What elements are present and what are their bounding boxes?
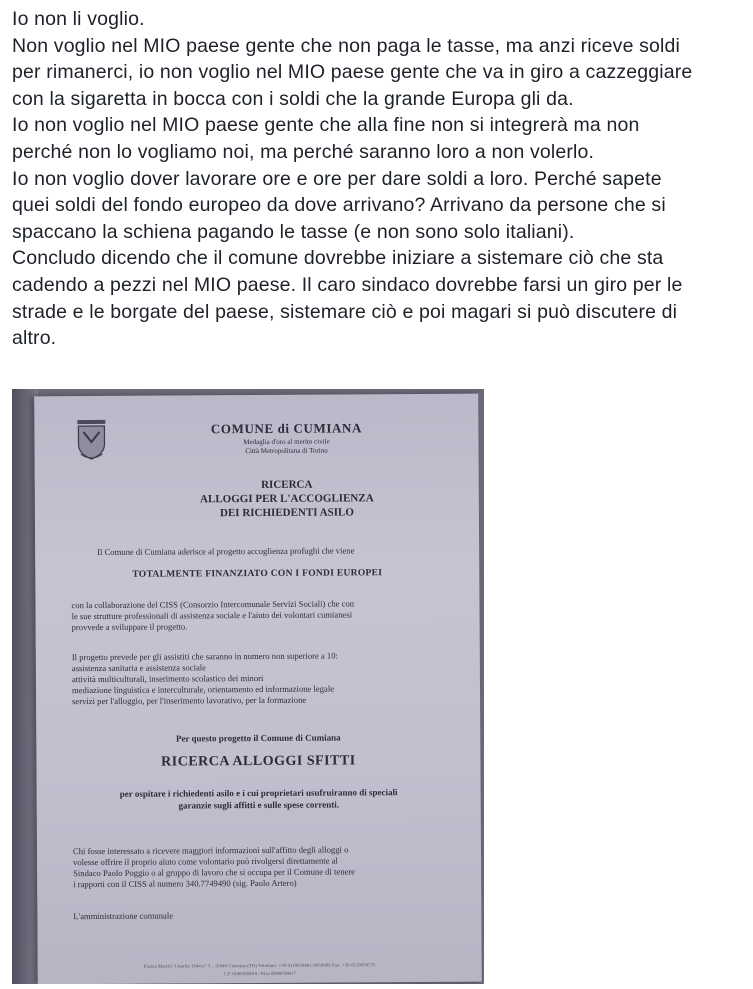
post-line: altro. <box>12 327 57 350</box>
post-line: cadendo a pezzi nel MIO paese. Il caro sindaco dovrebbe farsi un giro per le <box>12 273 683 296</box>
post-line: Concludo dicendo che il comune dovrebbe iniziare a sistemare ciò che sta <box>12 247 664 270</box>
post-photo[interactable] <box>12 389 484 984</box>
notice-contact-line: volesse offrire il proprio aiuto come volontario può rivolgersi direttamente al <box>73 855 338 868</box>
post-line: per rimanerci, io non voglio nel MIO paese gente che va in giro a cazzeggiare <box>12 61 693 84</box>
notice-collab-line: provvede a sviluppare il progetto. <box>71 621 188 633</box>
notice-project-line: mediazione linguistica e interculturale, orientamento ed informazione legale <box>71 683 335 696</box>
notice-funding: TOTALMENTE FINANZIATO CON I FONDI EUROPEI <box>132 568 383 580</box>
notice-collab-line: con la collaborazione del CISS (Consorzio Intercomunale Servizi Sociali) che con <box>71 598 355 611</box>
post-line: strade e le borgate del paese, sistemare ciò e poi magari si può discutere di <box>12 300 678 323</box>
post-line: Io non li voglio. <box>12 8 145 30</box>
post-text <box>12 6 740 352</box>
notice-title-line: DEI RICHIEDENTI ASILO <box>219 506 354 520</box>
notice-contact-line: i rapporti con il CISS al numero 340.7749490 (sig. Paolo Artero) <box>73 877 297 890</box>
notice-title-line: ALLOGGI PER L'ACCOGLIENZA <box>200 492 374 506</box>
post-line: Io non voglio nel MIO paese gente che alla fine non si integrerà ma non <box>12 114 640 137</box>
post-line: Non voglio nel MIO paese gente che non paga le tasse, ma anzi riceve soldi <box>12 34 680 57</box>
comune-name: COMUNE di CUMIANA <box>210 420 362 437</box>
post-line: con la sigaretta in bocca con i soldi che la grande Europa gli da. <box>12 87 574 110</box>
notice-project-line: attività multiculturali, inserimento scolastico dei minori <box>71 672 264 685</box>
notice-paper <box>34 394 482 984</box>
notice-footer-line: Piazza Martiri 3 Aprile 1944 n° 5 - 10040 Cumiana (TO) Telefono: +39 0119059001-9059098 Fax: +39 0119059735 <box>143 962 376 969</box>
post-line: spaccano la schiena pagando le tasse (e non sono solo italiani). <box>12 220 575 243</box>
notice-intro: Il Comune di Cumiana aderisce al progetto accoglienza profughi che viene <box>97 545 355 557</box>
notice-footer-line: C.F. 01003030018 - P.Iva 05990780017 <box>223 970 296 977</box>
notice-contact-line: Chi fosse interessato a ricevere maggiori informazioni sull'affitto degli alloggi o <box>72 844 349 857</box>
notice-per-questo: Per questo progetto il Comune di Cumiana <box>175 732 341 744</box>
post-line: quei soldi del fondo europeo da dove arrivano? Arrivano da persone che si <box>12 194 666 217</box>
notice-ospitare-line: per ospitare i richiedenti asilo e i cui proprietari usufruiranno di speciali <box>119 787 398 799</box>
notice-project-line: servizi per l'alloggio, per l'inserimento lavorativo, per la formazione <box>72 694 307 707</box>
notice-contact-line: Sindaco Paolo Poggio o al gruppo di lavoro che si occupa per il Comune di tenere <box>73 866 356 879</box>
notice-project-line: assistenza sanitaria e assistenza sociale <box>71 662 207 674</box>
notice-ricerca-alloggi: RICERCA ALLOGGI SFITTI <box>161 753 356 770</box>
post-line: Io non voglio dover lavorare ore e ore per dare soldi a loro. Perché sapete <box>12 167 662 190</box>
notice-collab-line: le sue strutture professionali di assistenza sociale e l'aiuto dei volontari cumianesi <box>71 609 353 622</box>
post-line: perché non lo vogliamo noi, ma perché saranno loro a non volerlo. <box>12 140 595 163</box>
notice-project-line: Il progetto prevede per gli assistiti che saranno in numero non superiore a 10: <box>71 650 338 663</box>
medaglia-text: Medaglia d'oro al merito civile <box>243 437 330 447</box>
citta-text: Città Metropolitana di Torino <box>245 446 328 456</box>
notice-signature: L'amministrazione comunale <box>73 910 174 922</box>
notice-ospitare-line: garanzie sugli affitti e sulle spese correnti. <box>178 799 340 811</box>
notice-title-line: RICERCA <box>261 478 313 491</box>
